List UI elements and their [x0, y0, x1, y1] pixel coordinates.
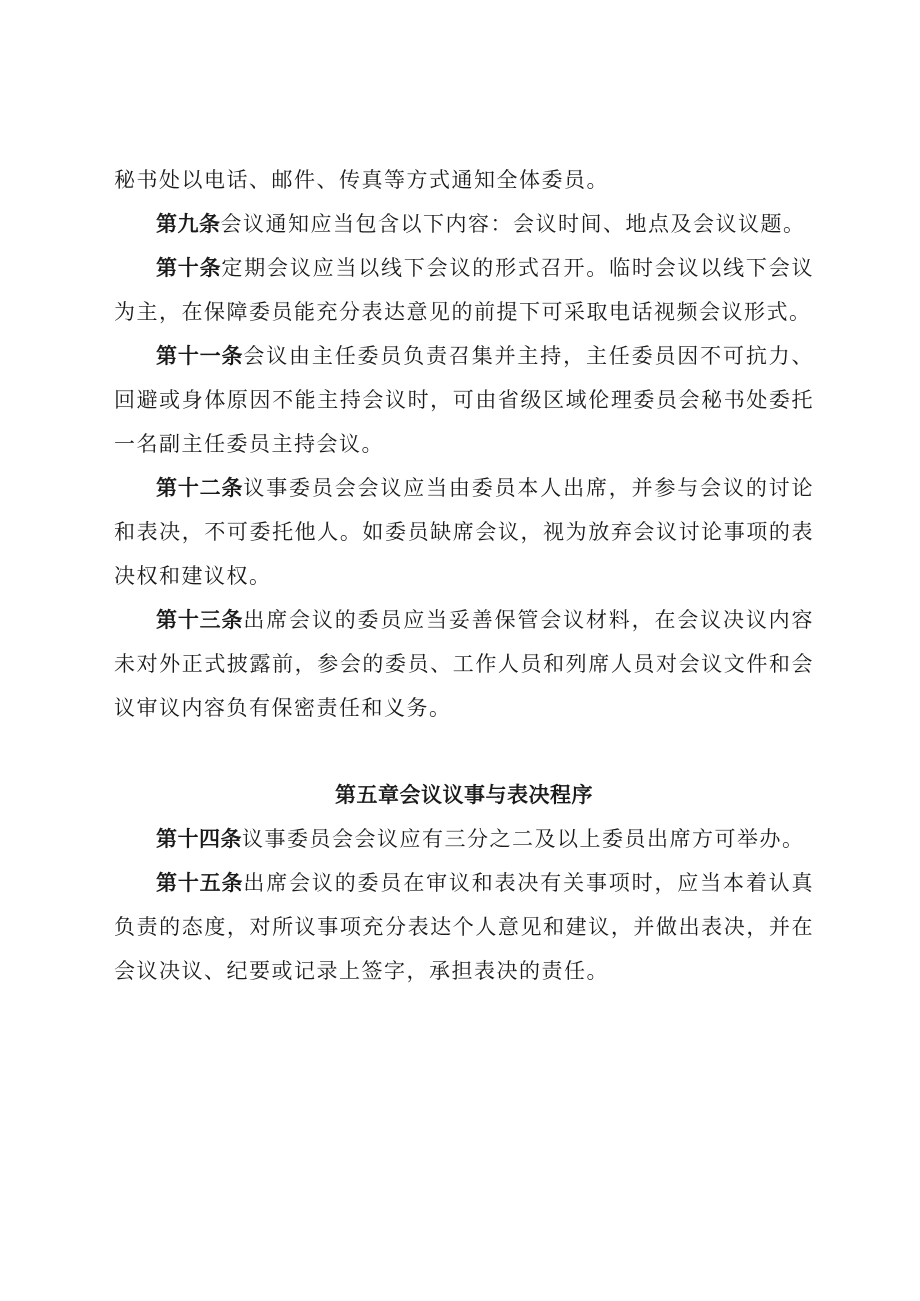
article-10: [114, 246, 814, 334]
chapter-heading: 第五章会议议事与表决程序: [335, 783, 593, 807]
article-text: 定期会议应当以线下会议的形式召开。临时会议以线下会议为主，在保障委员能充分表达意见的前提下可采取电话视频会议形式。: [114, 256, 815, 324]
article-number: 第十二条: [156, 476, 244, 500]
article-15: [114, 861, 814, 993]
article-11: [114, 334, 814, 466]
article-text: 出席会议的委员应当妥善保管会议材料，在会议决议内容未对外正式披露前，参会的委员、工作人员和列席人员对会议文件和会议审议内容负有保密责任和义务。: [114, 608, 814, 720]
article-13: [114, 598, 814, 730]
paragraph-text: 秘书处以电话、邮件、传真等方式通知全体委员。: [114, 168, 609, 192]
article-9: [114, 202, 814, 246]
article-number: 第十一条: [156, 344, 244, 368]
article-text: 议事委员会会议应当由委员本人出席，并参与会议的讨论和表决，不可委托他人。如委员缺席会议，视为放弃会议讨论事项的表决权和建议权。: [114, 476, 814, 588]
article-text: 议事委员会会议应有三分之二及以上委员出席方可举办。: [242, 827, 805, 851]
article-14: [114, 817, 814, 861]
paragraph-continuation: [114, 158, 814, 202]
article-12: [114, 466, 814, 598]
article-text: 会议通知应当包含以下内容：会议时间、地点及会议议题。: [220, 212, 806, 236]
article-number: 第十三条: [156, 608, 244, 632]
article-number: 第十条: [156, 256, 222, 280]
article-number: 第十五条: [156, 871, 244, 895]
article-number: 第十四条: [156, 827, 242, 851]
document-body: [114, 158, 814, 993]
article-number: 第九条: [156, 212, 221, 236]
article-text: 出席会议的委员在审议和表决有关事项时，应当本着认真负责的态度，对所议事项充分表达个人意见和建议，并做出表决，并在会议决议、纪要或记录上签字，承担表决的责任。: [114, 871, 814, 983]
article-text: 会议由主任委员负责召集并主持，主任委员因不可抗力、回避或身体原因不能主持会议时，可由省级区域伦理委员会秘书处委托一名副主任委员主持会议。: [114, 344, 814, 456]
